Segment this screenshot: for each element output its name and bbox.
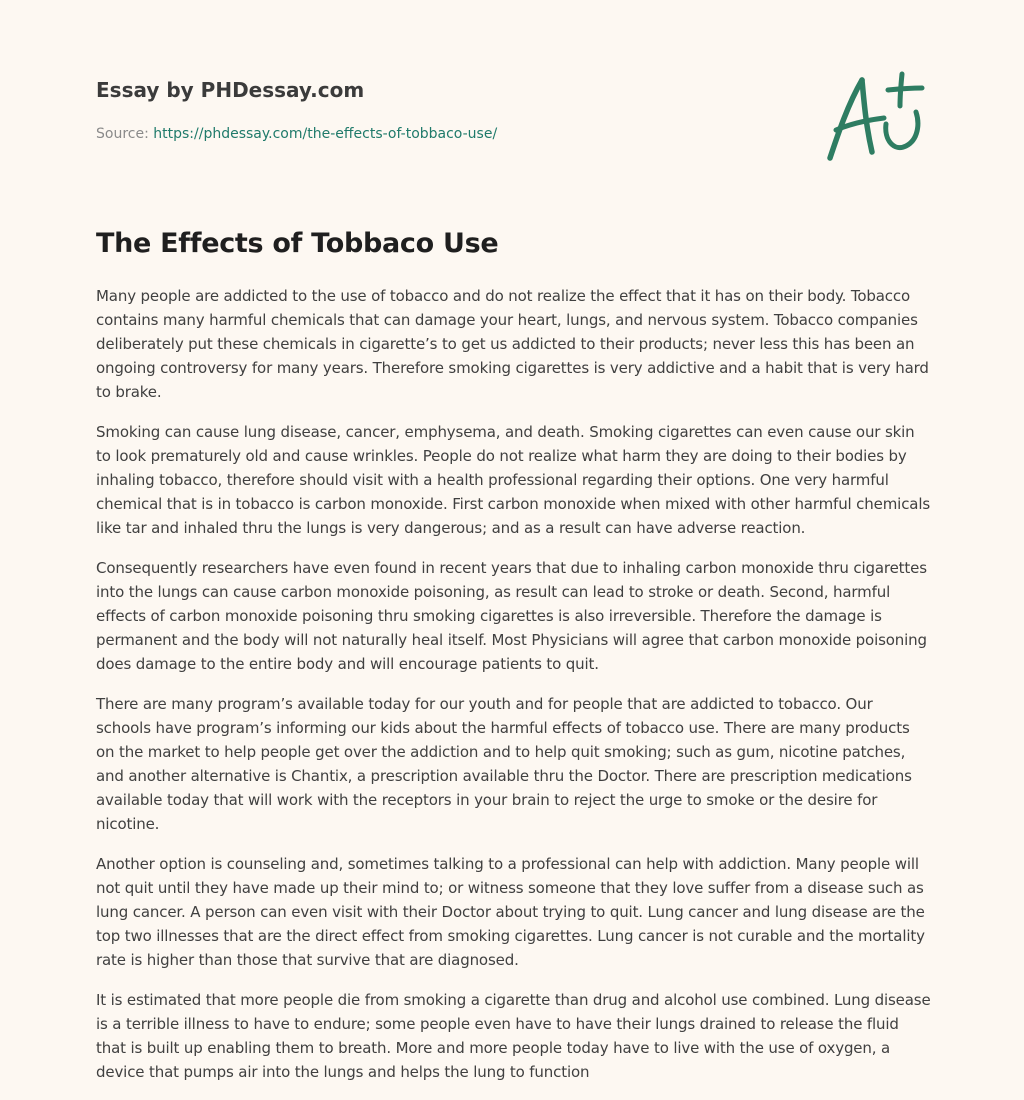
essay-paragraph: It is estimated that more people die from smoking a cigarette than drug and alcohol use combined. Lung disease is a terrible illness to have to endure; some people even have to have their lungs drained to release the fluid that is built up enabling them to breath. More and more people today have to live with the use of oxygen, a device that pumps air into the lungs and helps the lung to function: [96, 991, 931, 1081]
essay-paragraph: Consequently researchers have even found in recent years that due to inhaling carbon monoxide thru cigarettes into the lungs can cause carbon monoxide poisoning, as result can lead to stroke or death. Second, harmful effects of carbon monoxide poisoning thru smoking cigarettes is also irreversible. Therefore the damage is permanent and the body will not naturally heal itself. Most Physicians will agree that carbon monoxide poisoning does damage to the entire body and will encourage patients to quit.: [96, 559, 927, 673]
logo-swoosh: [886, 112, 918, 148]
logo-a-left-stroke: [830, 80, 862, 158]
page-header: [96, 76, 796, 144]
a-plus-logo-icon: [822, 68, 926, 164]
a-plus-logo: [822, 68, 926, 164]
essay-body: [96, 284, 932, 1100]
source-link[interactable]: https://phdessay.com/the-effects-of-tobbaco-use/: [153, 126, 498, 142]
logo-strokes: [830, 74, 922, 158]
essay-paragraph: Another option is counseling and, sometimes talking to a professional can help with addiction. Many people will not quit until they have made up their mind to; or witness someone that they love suffer from a disease such as lung cancer. A person can even visit with their Doctor about trying to quit. Lung cancer and lung disease are the top two illnesses that are the direct effect from smoking cigarettes. Lung cancer is not curable and the mortality rate is higher than those that survive that are diagnosed.: [96, 855, 925, 969]
site-brand: Essay by PHDessay.com: [96, 78, 365, 102]
essay-paragraph: Smoking can cause lung disease, cancer, emphysema, and death. Smoking cigarettes can even cause our skin to look prematurely old and cause wrinkles. People do not realize what harm they are doing to their bodies by inhaling tobacco, therefore should visit with a health professional regarding their options. One very harmful chemical that is in tobacco is carbon monoxide. First carbon monoxide when mixed with other harmful chemicals like tar and inhaled thru the lungs is very dangerous; and as a result can have adverse reaction.: [96, 423, 931, 537]
logo-plus-horizontal: [888, 88, 922, 90]
source-line: [96, 124, 796, 144]
essay-paragraph: There are many program’s available today for our youth and for people that are addicted to tobacco. Our schools have program’s informing our kids about the harmful effects of tobacco use. There are many products on the market to help people get over the addiction and to help quit smoking; such as gum, nicotine patches, and another alternative is Chantix, a prescription available thru the Doctor. There are prescription medications available today that will work with the receptors in your brain to reject the urge to smoke or the desire for nicotine.: [96, 695, 912, 833]
source-label: Source:: [96, 126, 154, 142]
logo-a-right-stroke: [862, 80, 872, 152]
essay-title: The Effects of Tobbaco Use: [96, 228, 499, 259]
essay-paragraph: Many people are addicted to the use of tobacco and do not realize the effect that it has on their body. Tobacco contains many harmful chemicals that can damage your heart, lungs, and nervous system. Tobacco companies deliberately put these chemicals in cigarette’s to get us addicted to their products; never less this has been an ongoing controversy for many years. Therefore smoking cigarettes is very addictive and a habit that is very hard to brake.: [96, 287, 929, 401]
